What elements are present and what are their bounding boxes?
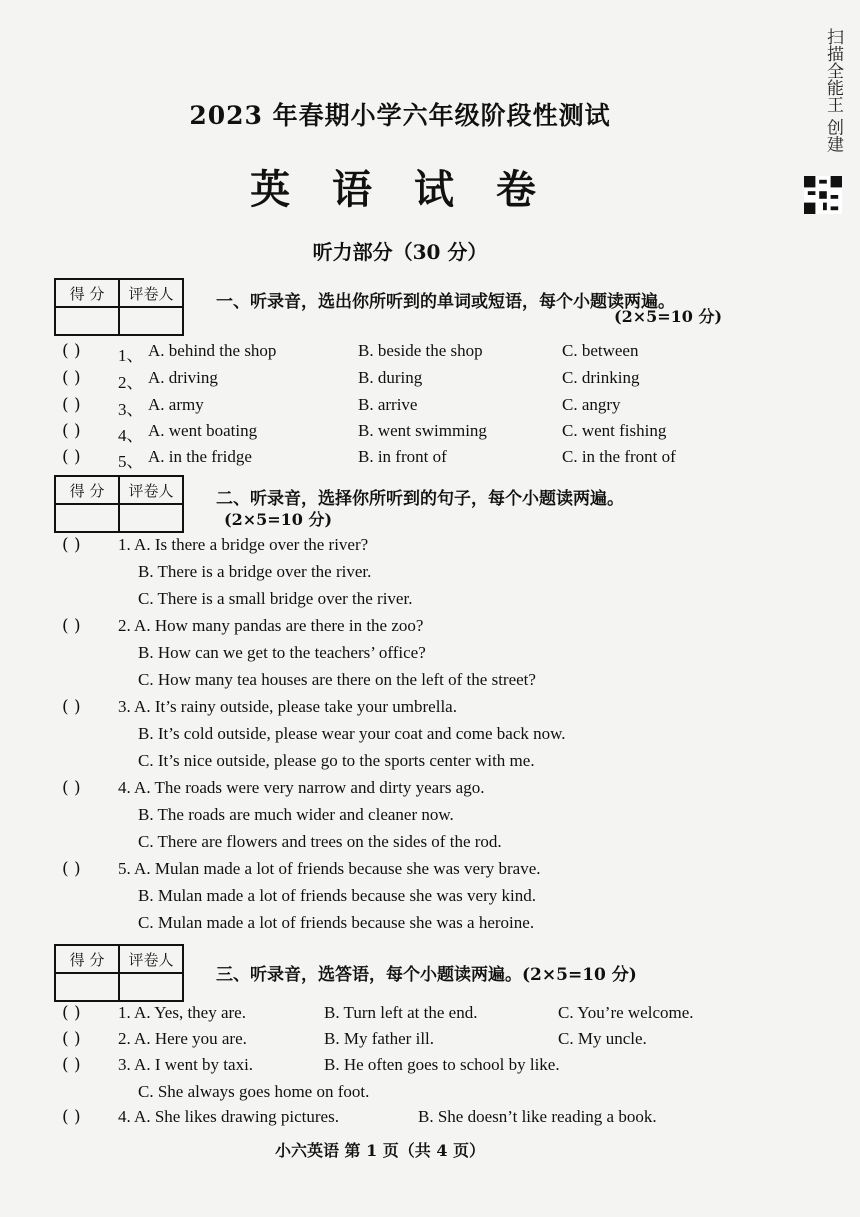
option-a: 5. A. Mulan made a lot of friends because she was very brave. [118, 859, 541, 878]
option-c: C. drinking [562, 368, 640, 387]
option-b: B. in front of [358, 447, 447, 466]
answer-blank[interactable]: ( ) [62, 421, 81, 441]
option-b: B. The roads are much wider and cleaner now. [138, 805, 454, 824]
grader-label: 评卷人 [119, 945, 183, 973]
option-a: 2. A. How many pandas are there in the zoo? [118, 616, 424, 635]
option-b: B. He often goes to school by like. [324, 1055, 560, 1074]
score-box-2 [54, 475, 184, 533]
grader-cell[interactable] [119, 504, 183, 532]
option-b: B. Mulan made a lot of friends because she was very kind. [138, 886, 536, 905]
score-label: 得 分 [55, 279, 119, 307]
answer-blank[interactable]: ( ) [62, 859, 81, 879]
option-a: 1. A. Is there a bridge over the river? [118, 535, 369, 554]
grader-label: 评卷人 [119, 476, 183, 504]
grader-cell[interactable] [119, 307, 183, 335]
part1-heading: 一、听录音，选出你所听到的单词或短语，每个小题读两遍。 [216, 292, 675, 312]
option-b: B. She doesn’t like reading a book. [418, 1107, 657, 1126]
page-footer: 小六英语 第 1 页（共 4 页） [274, 1141, 486, 1160]
option-a: A. behind the shop [148, 341, 277, 360]
score-label: 得 分 [55, 945, 119, 973]
question-number: 4、 [118, 426, 144, 445]
option-a: 4. A. The roads were very narrow and dirty years ago. [118, 778, 485, 797]
option-c: C. between [562, 341, 639, 360]
option-c: C. It’s nice outside, please go to the sports center with me. [138, 751, 535, 770]
answer-blank[interactable]: ( ) [62, 535, 81, 555]
option-c: C. Mulan made a lot of friends because she was a heroine. [138, 913, 535, 932]
option-a: 1. A. Yes, they are. [118, 1003, 246, 1022]
option-b: B. during [358, 368, 423, 387]
part2-heading: 二、听录音，选择你所听到的句子，每个小题读两遍。 [216, 489, 624, 509]
option-b: B. It’s cold outside, please wear your coat and come back now. [138, 724, 566, 743]
answer-blank[interactable]: ( ) [62, 395, 81, 415]
answer-blank[interactable]: ( ) [62, 1055, 81, 1075]
option-c: C. in the front of [562, 447, 676, 466]
answer-blank[interactable]: ( ) [62, 1003, 81, 1023]
score-label: 得 分 [55, 476, 119, 504]
option-a: 3. A. It’s rainy outside, please take your umbrella. [118, 697, 457, 716]
answer-blank[interactable]: ( ) [62, 697, 81, 717]
exam-title: 2023 年春期小学六年级阶段性测试 [189, 101, 611, 130]
part3-heading: 三、听录音，选答语，每个小题读两遍。(2×5=10 分) [216, 965, 637, 985]
option-b: B. Turn left at the end. [324, 1003, 478, 1022]
question-number: 3、 [118, 400, 144, 419]
part1-points: (2×5=10 分) [614, 307, 723, 326]
option-a: A. in the fridge [148, 447, 252, 466]
option-c: C. How many tea houses are there on the left of the street? [138, 670, 536, 689]
option-c: C. There is a small bridge over the river. [138, 589, 413, 608]
option-a: 4. A. She likes drawing pictures. [118, 1107, 339, 1126]
option-b: B. My father ill. [324, 1029, 435, 1048]
option-b: B. How can we get to the teachers’ office? [138, 643, 426, 662]
option-b: B. There is a bridge over the river. [138, 562, 372, 581]
answer-blank[interactable]: ( ) [62, 341, 81, 361]
option-c: C. My uncle. [558, 1029, 647, 1048]
score-box-1 [54, 278, 184, 336]
answer-blank[interactable]: ( ) [62, 778, 81, 798]
grader-label: 评卷人 [119, 279, 183, 307]
option-a: 3. A. I went by taxi. [118, 1055, 254, 1074]
score-cell[interactable] [55, 973, 119, 1001]
score-cell[interactable] [55, 504, 119, 532]
qr-code-icon [804, 176, 842, 214]
option-a: A. driving [148, 368, 218, 387]
part2-points: (2×5=10 分) [224, 510, 333, 529]
option-a: A. went boating [148, 421, 258, 440]
question-number: 5、 [118, 452, 144, 471]
score-cell[interactable] [55, 307, 119, 335]
answer-blank[interactable]: ( ) [62, 616, 81, 636]
option-c: C. angry [562, 395, 621, 414]
option-a: 2. A. Here you are. [118, 1029, 247, 1048]
answer-blank[interactable]: ( ) [62, 447, 81, 467]
grader-cell[interactable] [119, 973, 183, 1001]
question-number: 2、 [118, 373, 144, 392]
score-box-3 [54, 944, 184, 1002]
option-b: B. arrive [358, 395, 418, 414]
answer-blank[interactable]: ( ) [62, 368, 81, 388]
option-c: C. went fishing [562, 421, 667, 440]
answer-blank[interactable]: ( ) [62, 1029, 81, 1049]
answer-blank[interactable]: ( ) [62, 1107, 81, 1127]
scanner-watermark: 扫描全能王 创建 [823, 28, 843, 153]
option-b: B. went swimming [358, 421, 487, 440]
exam-subtitle: 英 语 试 卷 [250, 166, 550, 213]
option-c: C. You’re welcome. [558, 1003, 694, 1022]
option-c: C. She always goes home on foot. [138, 1082, 370, 1101]
question-number: 1、 [118, 346, 144, 365]
listening-section-label: 听力部分（30 分） [312, 240, 488, 264]
option-b: B. beside the shop [358, 341, 483, 360]
option-c: C. There are flowers and trees on the sides of the rod. [138, 832, 502, 851]
option-a: A. army [148, 395, 204, 414]
